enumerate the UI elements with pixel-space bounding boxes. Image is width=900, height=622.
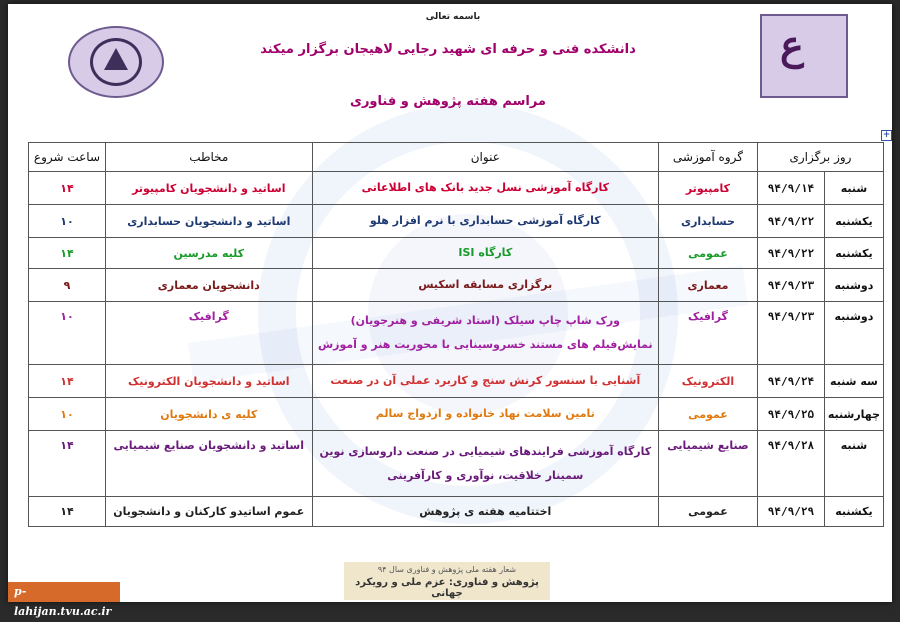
cell-time: ۱۴ — [29, 365, 106, 398]
cell-title — [312, 365, 658, 398]
slogan-caption: شعار هفته ملی پژوهش و فناوری سال ۹۴ — [377, 565, 517, 574]
logo-mark: ع — [780, 22, 804, 69]
cell-title — [312, 172, 658, 205]
cell-title — [312, 302, 658, 365]
page-title: دانشکده فنی و حرفه ای شهید رجایی لاهیجان برگزار میکند — [260, 42, 636, 57]
cell-title — [312, 205, 658, 238]
table-row — [29, 238, 884, 269]
title-line: کارگاه ISI — [458, 246, 513, 259]
cell-day: یکشنبه — [824, 205, 883, 238]
cell-date: ۹۴/۹/۲۲ — [757, 205, 824, 238]
cell-audience: اساتید و دانشجویان صنایع شیمیایی — [105, 431, 312, 497]
column-header-audience: مخاطب — [105, 143, 312, 172]
cell-date: ۹۴/۹/۲۵ — [757, 398, 824, 431]
column-header-time: ساعت شروع — [29, 143, 106, 172]
cell-audience: کلیه مدرسین — [105, 238, 312, 269]
table-body — [29, 172, 884, 527]
cell-time: ۱۴ — [29, 497, 106, 527]
table-header-row — [29, 143, 884, 172]
title-line: کارگاه آموزشی حسابداری با نرم افزار هلو — [369, 214, 601, 227]
title-line: برگزاری مسابقه اسکیس — [418, 278, 553, 291]
page-subtitle: مراسم هفته پژوهش و فناوری — [350, 94, 546, 109]
cell-day: سه شنبه — [824, 365, 883, 398]
cell-audience: اساتید و دانشجویان الکترونیک — [105, 365, 312, 398]
table-row — [29, 497, 884, 527]
cell-audience: گرافیک — [105, 302, 312, 365]
cell-day: یکشنبه — [824, 497, 883, 527]
cell-time: ۱۴ — [29, 238, 106, 269]
cell-title — [312, 497, 658, 527]
title-line: ورک شاپ چاپ سیلک (استاد شریفی و هنرجویان) — [350, 314, 621, 327]
table-row — [29, 431, 884, 497]
cell-group: عمومی — [659, 398, 758, 431]
cell-time: ۱۰ — [29, 398, 106, 431]
title-line: اختتامیه هفته ی پژوهش — [419, 504, 552, 518]
title-line: سمینار خلاقیت، نوآوری و کارآفرینی — [387, 468, 584, 482]
column-header-title: عنوان — [312, 143, 658, 172]
cell-group: گرافیک — [659, 302, 758, 365]
cell-date: ۹۴/۹/۱۴ — [757, 172, 824, 205]
cell-day: شنبه — [824, 172, 883, 205]
cell-title — [312, 269, 658, 302]
table-move-handle-icon[interactable]: + — [882, 130, 891, 140]
site-url-label[interactable]: p-lahijan.tvu.ac.ir — [8, 582, 120, 602]
slogan-box — [344, 562, 550, 600]
cell-title — [312, 238, 658, 269]
cell-group: عمومی — [659, 238, 758, 269]
cell-date: ۹۴/۹/۲۹ — [757, 497, 824, 527]
table-row — [29, 269, 884, 302]
faculty-logo-right — [760, 14, 848, 98]
cell-time: ۱۰ — [29, 302, 106, 365]
cell-group: الکترونیک — [659, 365, 758, 398]
table-row — [29, 205, 884, 238]
schedule-table — [28, 142, 884, 527]
title-line: تامین سلامت نهاد خانواده و ازدواج سالم — [375, 407, 595, 420]
logo-triangle — [104, 48, 128, 70]
cell-date: ۹۴/۹/۲۳ — [757, 269, 824, 302]
cell-audience: دانشجویان معماری — [105, 269, 312, 302]
title-line: آشنایی با سنسور کرنش سنج و کاربرد عملی آن در صنعت — [330, 374, 641, 387]
cell-time: ۹ — [29, 269, 106, 302]
cell-day: دوشنبه — [824, 302, 883, 365]
title-line: کارگاه آموزشی فرایندهای شیمیایی در صنعت داروسازی نوین — [319, 444, 652, 458]
cell-date: ۹۴/۹/۲۳ — [757, 302, 824, 365]
table-row — [29, 365, 884, 398]
slogan-text: پژوهش و فناوری: عزم ملی و رویکرد جهانی — [355, 577, 539, 599]
top-note: باسمه تعالی — [425, 12, 481, 22]
column-header-group: گروه آموزشی — [659, 143, 758, 172]
cell-group: کامپیوتر — [659, 172, 758, 205]
title-line: نمایش‌فیلم های مستند خسروسینایی با محوریت هنر و آموزش — [317, 338, 653, 351]
cell-group: صنایع شیمیایی — [659, 431, 758, 497]
cell-day: یکشنبه — [824, 238, 883, 269]
cell-date: ۹۴/۹/۲۴ — [757, 365, 824, 398]
cell-day: دوشنبه — [824, 269, 883, 302]
table-row — [29, 172, 884, 205]
university-logo-left — [68, 26, 164, 98]
cell-audience: کلیه ی دانشجویان — [105, 398, 312, 431]
table-row — [29, 302, 884, 365]
cell-day: چهارشنبه — [824, 398, 883, 431]
cell-audience: اساتید و دانشجویان حسابداری — [105, 205, 312, 238]
cell-group: معماری — [659, 269, 758, 302]
cell-date: ۹۴/۹/۲۲ — [757, 238, 824, 269]
table-row — [29, 398, 884, 431]
cell-group: عمومی — [659, 497, 758, 527]
cell-audience: اساتید و دانشجویان کامپیوتر — [105, 172, 312, 205]
column-header-day: روز برگزاری — [757, 143, 883, 172]
cell-time: ۱۴ — [29, 172, 106, 205]
cell-day: شنبه — [824, 431, 883, 497]
cell-title — [312, 431, 658, 497]
title-line: کارگاه آموزشی نسل جدید بانک های اطلاعاتی — [361, 181, 609, 194]
cell-time: ۱۴ — [29, 431, 106, 497]
document-page — [8, 4, 892, 618]
cell-time: ۱۰ — [29, 205, 106, 238]
cell-title — [312, 398, 658, 431]
cell-date: ۹۴/۹/۲۸ — [757, 431, 824, 497]
cell-audience: عموم اساتیدو کارکنان و دانشجویان — [105, 497, 312, 527]
cell-group: حسابداری — [659, 205, 758, 238]
